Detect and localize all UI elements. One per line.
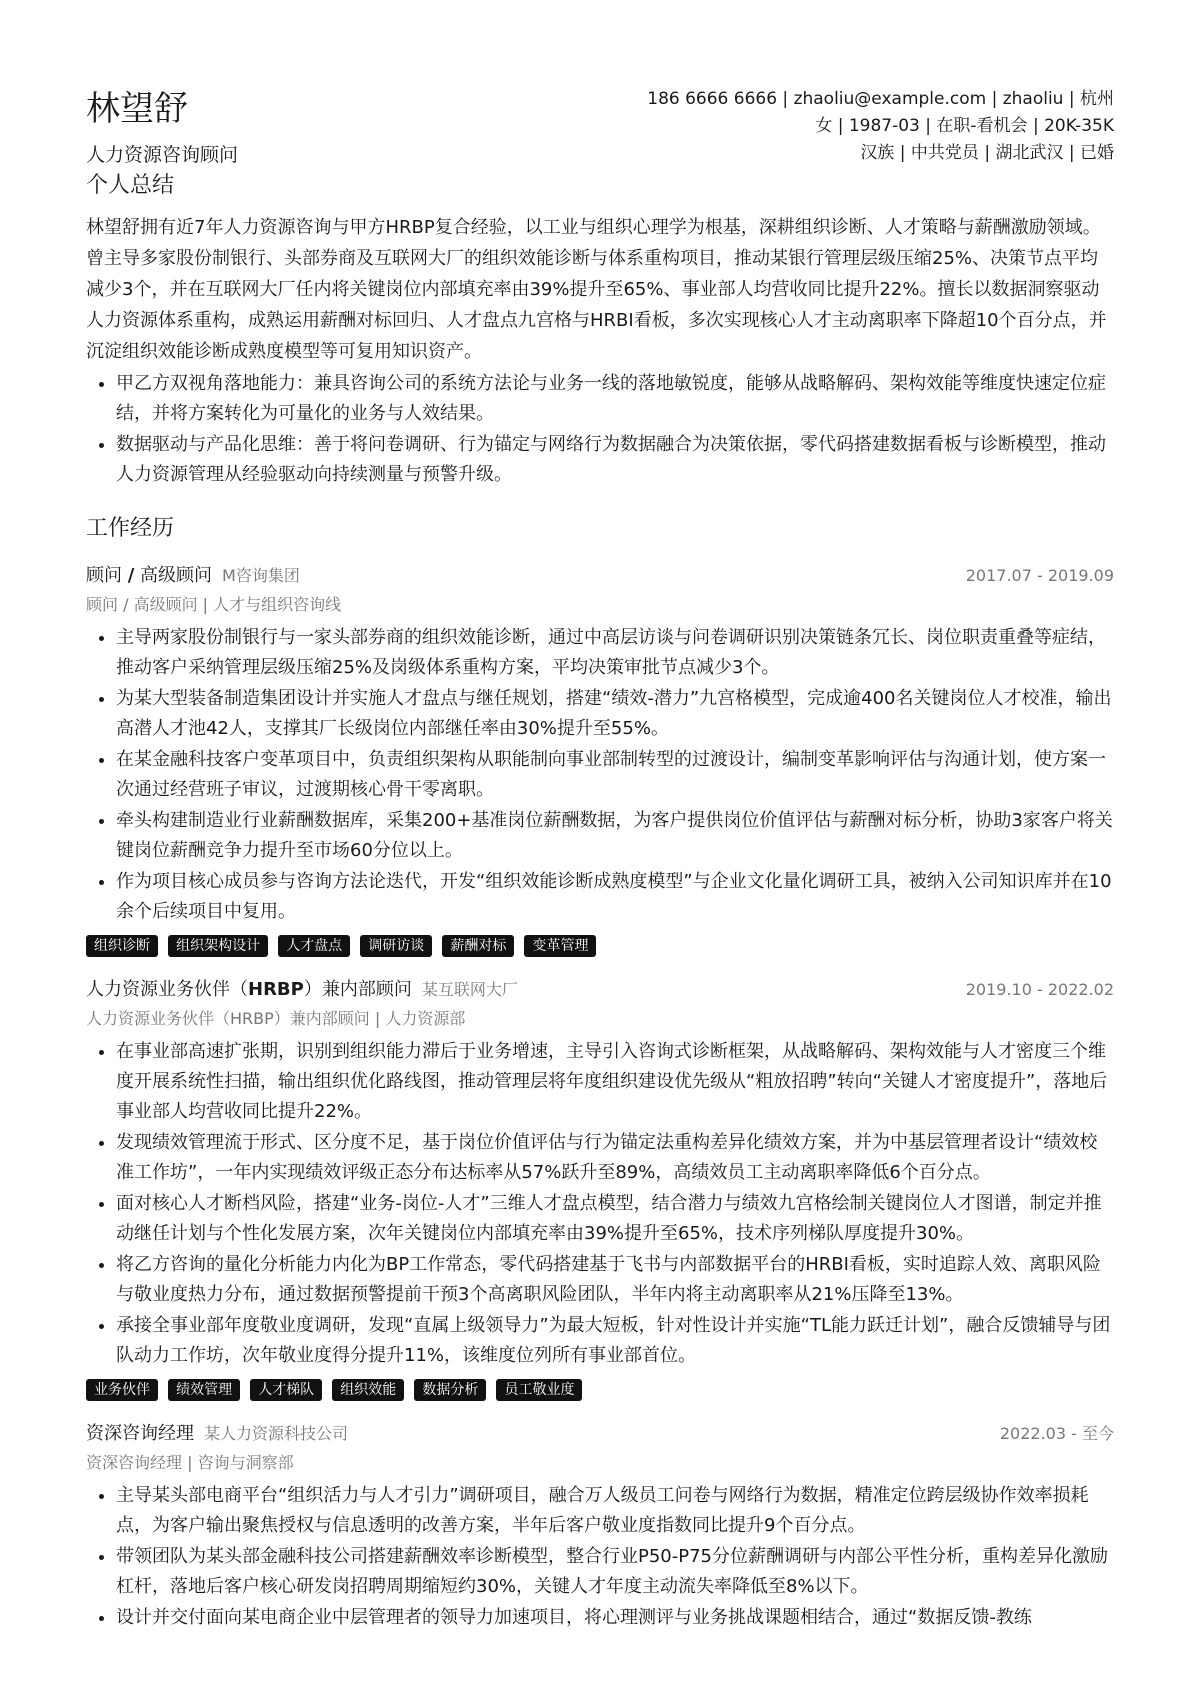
list-item: • 设计并交付面向某电商企业中层管理者的领导力加速项目，将心理测评与业务挑战课题相结合，通过“数据反馈-教练 (116, 1603, 1114, 1633)
resume-header (86, 84, 1114, 170)
skill-tag: 调研访谈 (360, 935, 432, 957)
skill-tag: 薪酬对标 (442, 935, 514, 957)
candidate-name: 林望舒 (86, 89, 188, 129)
list-item: • 在某金融科技客户变革项目中，负责组织架构从职能制向事业部制转型的过渡设计，编制变革影响评估与沟通计划，使方案一次通过经营班子审议，过渡期核心骨干零离职。 (116, 745, 1114, 805)
list-item: • 将乙方咨询的量化分析能力内化为BP工作常态，零代码搭建基于飞书与内部数据平台的HRBI看板，实时追踪人效、离职风险与敬业度热力分布，通过数据预警提前干预3个高离职风险团队，半年内将主动离职率从21%压降至13%。 (116, 1250, 1114, 1310)
skill-tag: 员工敬业度 (496, 1379, 582, 1401)
job-subline: 顾问 / 高级顾问 | 人才与组织咨询线 (86, 595, 342, 614)
contact-block (647, 86, 1114, 167)
skill-tag: 绩效管理 (168, 1379, 240, 1401)
summary-section (86, 168, 1114, 490)
job-dates: 2019.10 - 2022.02 (965, 980, 1114, 999)
contact-line: 186 6666 6666 | zhaoliu@example.com | zhaoliu | 杭州 (647, 89, 1114, 109)
skill-tag: 数据分析 (414, 1379, 486, 1401)
company-name: 某互联网大厂 (421, 980, 518, 999)
summary-paragraph: 林望舒拥有近7年人力资源咨询与甲方HRBP复合经验，以工业与组织心理学为根基，深耕组织诊断、人才策略与薪酬激励领域。曾主导多家股份制银行、头部券商及互联网大厂的组织效能诊断与体系重构项目，推动某银行管理层级压缩25%、决策节点平均减少3个，并在互联网大厂任内将关键岗位内部填充率由39%提升至65%、事业部人均营收同比提升22%。擅长以数据洞察驱动人力资源体系重构，成熟运用薪酬对标回归、人才盘点九宫格与HRBI看板，多次实现核心人才主动离职率下降超10个百分点，并沉淀组织效能诊断成熟度模型等可复用知识资产。 (86, 217, 1107, 362)
skill-tags (86, 935, 1114, 961)
list-item: • 发现绩效管理流于形式、区分度不足，基于岗位价值评估与行为锚定法重构差异化绩效方案，并为中基层管理者设计“绩效校准工作坊”，一年内实现绩效评级正态分布达标率从57%跃升至89%，高绩效员工主动离职率降低6个百分点。 (116, 1128, 1114, 1188)
job-title: 资深咨询经理 (86, 1423, 194, 1444)
job-dates: 2022.03 - 至今 (999, 1424, 1114, 1443)
skill-tag: 业务伙伴 (86, 1379, 158, 1401)
list-item: • 带领团队为某头部金融科技公司搭建薪酬效率诊断模型，整合行业P50-P75分位薪酬调研与内部公平性分析，重构差异化激励杠杆，落地后客户核心研发岗招聘周期缩短约30%，关键人才年度主动流失率降低至8%以下。 (116, 1542, 1114, 1602)
list-item: • 主导某头部电商平台“组织活力与人才引力”调研项目，融合万人级员工问卷与网络行为数据，精准定位跨层级协作效率损耗点，为客户输出聚焦授权与信息透明的改善方案，半年后客户敬业度指数同比提升9个百分点。 (116, 1481, 1114, 1541)
list-item: • 甲乙方双视角落地能力：兼具咨询公司的系统方法论与业务一线的落地敏锐度，能够从战略解码、架构效能等维度快速定位症结，并将方案转化为可量化的业务与人效结果。 (116, 369, 1114, 429)
experience-section (86, 511, 1114, 1633)
summary-bullets (86, 369, 1114, 490)
list-item: • 主导两家股份制银行与一家头部券商的组织效能诊断，通过中高层访谈与问卷调研识别决策链条冗长、岗位职责重叠等症结，推动客户采纳管理层级压缩25%及岗级体系重构方案，平均决策审批节点减少3个。 (116, 623, 1114, 683)
job-header (86, 1419, 1114, 1449)
contact-line: 女 | 1987-03 | 在职-看机会 | 20K-35K (815, 116, 1114, 136)
job-header (86, 975, 1114, 1005)
list-item: • 牵头构建制造业行业薪酬数据库，采集200+基准岗位薪酬数据，为客户提供岗位价值评估与薪酬对标分析，协助3家客户将关键岗位薪酬竞争力提升至市场60分位以上。 (116, 806, 1114, 866)
skill-tag: 人才盘点 (278, 935, 350, 957)
list-item: • 为某大型装备制造集团设计并实施人才盘点与继任规划，搭建“绩效-潜力”九宫格模型，完成逾400名关键岗位人才校准，输出高潜人才池42人，支撑其厂长级岗位内部继任率由30%提升至55%。 (116, 684, 1114, 744)
skill-tag: 人才梯队 (250, 1379, 322, 1401)
list-item: • 承接全事业部年度敬业度调研，发现“直属上级领导力”为最大短板，针对性设计并实施“TL能力跃迁计划”，融合反馈辅导与团队动力工作坊，次年敬业度得分提升11%，该维度位列所有事业部首位。 (116, 1311, 1114, 1371)
skill-tag: 组织架构设计 (168, 935, 268, 957)
list-item: • 面对核心人才断档风险，搭建“业务-岗位-人才”三维人才盘点模型，结合潜力与绩效九宫格绘制关键岗位人才图谱，制定并推动继任计划与个性化发展方案，次年关键岗位内部填充率由39%提升至65%，技术序列梯队厚度提升30%。 (116, 1189, 1114, 1249)
section-title-experience: 工作经历 (86, 516, 175, 541)
job-subline: 资深咨询经理 | 咨询与洞察部 (86, 1453, 294, 1472)
job-subline: 人力资源业务伙伴（HRBP）兼内部顾问 | 人力资源部 (86, 1009, 466, 1028)
job-bullets (86, 1481, 1114, 1633)
skill-tag: 组织效能 (332, 1379, 404, 1401)
section-title-summary: 个人总结 (86, 173, 175, 198)
job-entry (86, 1419, 1114, 1633)
resume-content (86, 168, 1114, 1634)
candidate-role: 人力资源咨询顾问 (86, 144, 239, 166)
job-entry (86, 975, 1114, 1405)
skill-tags (86, 1379, 1114, 1405)
job-title: 顾问 / 高级顾问 (86, 565, 213, 586)
company-name: M咨询集团 (222, 566, 300, 585)
list-item: • 在事业部高速扩张期，识别到组织能力滞后于业务增速，主导引入咨询式诊断框架，从战略解码、架构效能与人才密度三个维度开展系统性扫描，输出组织优化路线图，推动管理层将年度组织建设优先级从“粗放招聘”转向“关键人才密度提升”，落地后事业部人均营收同比提升22%。 (116, 1037, 1114, 1127)
job-dates: 2017.07 - 2019.09 (965, 566, 1114, 585)
job-header (86, 561, 1114, 591)
list-item: • 数据驱动与产品化思维：善于将问卷调研、行为锚定与网络行为数据融合为决策依据，零代码搭建数据看板与诊断模型，推动人力资源管理从经验驱动向持续测量与预警升级。 (116, 430, 1114, 490)
job-bullets (86, 1037, 1114, 1371)
skill-tag: 变革管理 (524, 935, 596, 957)
job-title: 人力资源业务伙伴（HRBP）兼内部顾问 (86, 979, 412, 1000)
job-bullets (86, 623, 1114, 927)
skill-tag: 组织诊断 (86, 935, 158, 957)
list-item: • 作为项目核心成员参与咨询方法论迭代，开发“组织效能诊断成熟度模型”与企业文化量化调研工具，被纳入公司知识库并在10余个后续项目中复用。 (116, 867, 1114, 927)
contact-line: 汉族 | 中共党员 | 湖北武汉 | 已婚 (860, 143, 1114, 163)
company-name: 某人力资源科技公司 (204, 1424, 349, 1443)
job-entry (86, 561, 1114, 961)
